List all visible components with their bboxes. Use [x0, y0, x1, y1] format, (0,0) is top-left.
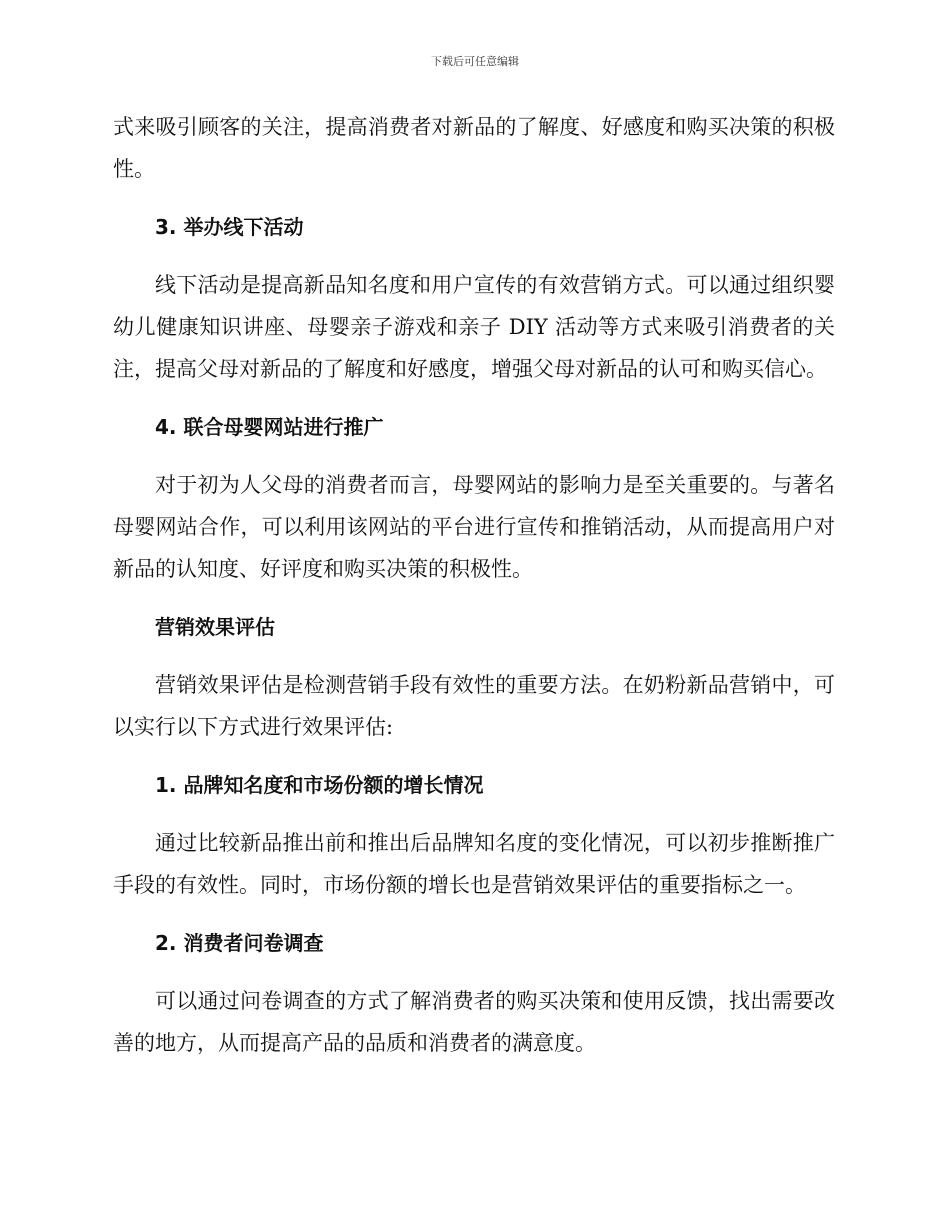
section-heading-offline-events: 3. 举办线下活动 — [155, 215, 304, 239]
section-heading-maternal-websites: 4. 联合母婴网站进行推广 — [155, 415, 384, 439]
paragraph-brand-awareness: 通过比较新品推出前和推出后品牌知名度的变化情况，可以初步推断推广手段的有效性。同时，市场份额的增长也是营销效果评估的重要指标之一。 — [113, 831, 835, 897]
page-header: 下载后可任意编辑 — [431, 55, 519, 68]
document-body — [113, 106, 835, 1064]
section-heading-marketing-evaluation: 营销效果评估 — [155, 615, 275, 639]
paragraph-consumer-survey: 可以通过问卷调查的方式了解消费者的购买决策和使用反馈，找出需要改善的地方，从而提高产品的品质和消费者的满意度。 — [113, 989, 835, 1055]
paragraph-maternal-websites: 对于初为人父母的消费者而言，母婴网站的影响力是至关重要的。与著名母婴网站合作，可以利用该网站的平台进行宣传和推销活动，从而提高用户对新品的认知度、好评度和购买决策的积极性。 — [113, 473, 835, 581]
paragraph-offline-events: 线下活动是提高新品知名度和用户宣传的有效营销方式。可以通过组织婴幼儿健康知识讲座、母婴亲子游戏和亲子 DIY 活动等方式来吸引消费者的关注，提高父母对新品的了解度和好感度，增强父母对新品的认可和购买信心。 — [113, 273, 835, 381]
paragraph-continued: 式来吸引顾客的关注，提高消费者对新品的了解度、好感度和购买决策的积极性。 — [113, 115, 835, 181]
section-heading-consumer-survey: 2. 消费者问卷调查 — [155, 931, 324, 955]
paragraph-marketing-evaluation: 营销效果评估是检测营销手段有效性的重要方法。在奶粉新品营销中，可以实行以下方式进行效果评估: — [113, 673, 835, 739]
section-heading-brand-awareness: 1. 品牌知名度和市场份额的增长情况 — [155, 773, 484, 797]
